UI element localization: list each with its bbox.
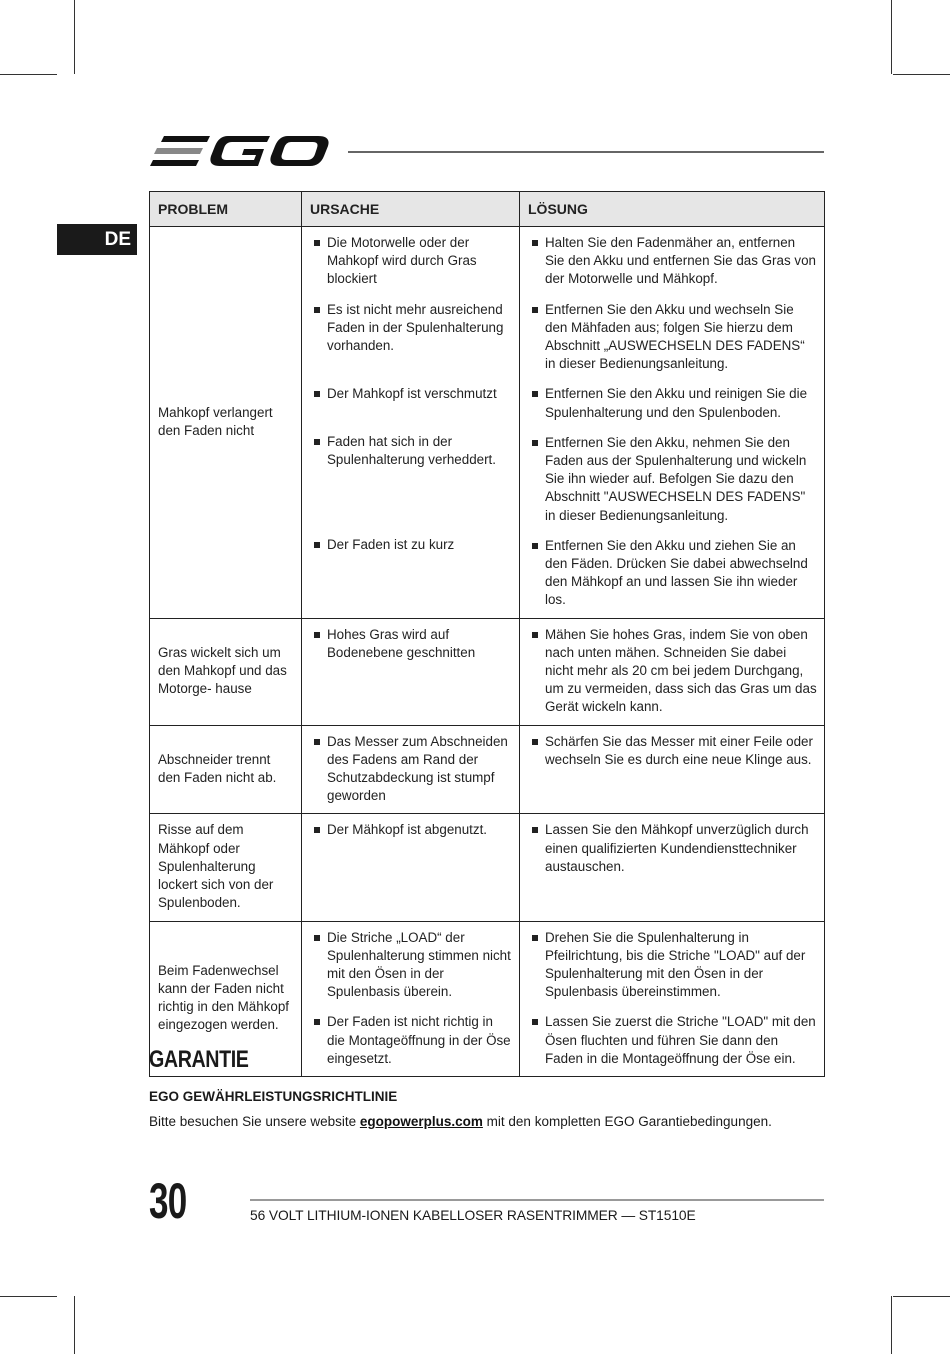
crop-mark	[893, 74, 950, 75]
page-number: 30	[149, 1173, 187, 1229]
solution-item: Lassen Sie den Mähkopf unverzüglich durch einen qualifizierten Kundendiensttechniker austauschen.	[528, 821, 818, 876]
solution-item: Mähen Sie hohes Gras, indem Sie von oben nach unten mähen. Schneiden Sie dabei nicht mehr als 20 cm bei jedem Durchgang, um zu vermeiden, dass sich das Gras um das Gerät wickeln kann.	[528, 626, 818, 717]
cause-cell	[302, 814, 520, 921]
solution-cell	[520, 814, 825, 921]
crop-mark	[891, 1296, 892, 1354]
warranty-website-link[interactable]: egopowerplus.com	[359, 1114, 483, 1129]
table-row	[150, 227, 825, 619]
cause-item: Der Faden ist zu kurz	[310, 536, 513, 554]
cause-item: Es ist nicht mehr ausreichend Faden in der Spulenhalterung vorhanden.	[310, 301, 513, 373]
warranty-text	[149, 1114, 772, 1129]
cause-cell	[302, 618, 520, 725]
warranty-title: GARANTIE	[149, 1046, 249, 1073]
language-tab: DE	[57, 224, 137, 255]
table-row	[150, 921, 825, 1076]
cause-cell	[302, 227, 520, 619]
cause-item: Der Mähkopf ist abgenutzt.	[310, 821, 513, 839]
crop-mark	[74, 0, 75, 74]
solution-cell	[520, 618, 825, 725]
solution-item: Entfernen Sie den Akku, nehmen Sie den Faden aus der Spulenhalterung und wickeln Sie ihn wieder auf. Befolgen Sie dazu den Abschnitt "AUSWECHSELN DES FADENS" in dieser Bedienungsanleitung.	[528, 434, 818, 525]
warranty-text-after: mit den kompletten EGO Garantiebedingungen.	[482, 1114, 772, 1129]
problem-cell: Mahkopf verlangert den Faden nicht	[150, 227, 302, 619]
solution-cell	[520, 921, 825, 1076]
solution-item: Lassen Sie zuerst die Striche "LOAD" mit den Ösen fluchten und führen Sie dann den Faden in die Montageöffnung der Öse ein.	[528, 1013, 818, 1068]
column-header-solution: LÖSUNG	[520, 192, 825, 227]
crop-mark	[0, 1296, 57, 1297]
column-header-cause: URSACHE	[302, 192, 520, 227]
crop-mark	[893, 1296, 950, 1297]
solution-item: Entfernen Sie den Akku und ziehen Sie an den Fäden. Drücken Sie dabei abwechselnd den Mähkopf an und lassen Sie ihn wieder los.	[528, 537, 818, 610]
footer-rule	[250, 1199, 824, 1201]
crop-mark	[0, 74, 57, 75]
table-row	[150, 814, 825, 921]
table-header-row	[150, 192, 825, 227]
solution-cell	[520, 227, 825, 619]
problem-cell: Gras wickelt sich um den Mahkopf und das Motorge- hause	[150, 618, 302, 725]
problem-cell: Abschneider trennt den Faden nicht ab.	[150, 725, 302, 814]
warranty-text-before: Bitte besuchen Sie unsere website	[149, 1114, 360, 1129]
cause-item: Die Motorwelle oder der Mahkopf wird durch Gras blockiert	[310, 234, 513, 289]
solution-item: Schärfen Sie das Messer mit einer Feile oder wechseln Sie es durch eine neue Klinge aus.	[528, 733, 818, 769]
table-row	[150, 725, 825, 814]
solution-item: Halten Sie den Fadenmäher an, entfernen Sie den Akku und entfernen Sie das Gras von der Motorwelle und Mähkopf.	[528, 234, 818, 289]
crop-mark	[74, 1296, 75, 1354]
crop-mark	[891, 0, 892, 74]
problem-cell: Risse auf dem Mähkopf oder Spulenhalterung lockert sich von der Spulenboden.	[150, 814, 302, 921]
table-row	[150, 618, 825, 725]
solution-item: Entfernen Sie den Akku und wechseln Sie den Mähfaden aus; folgen Sie hierzu dem Abschnitt „AUSWECHSELN DES FADENS“ in dieser Bedienungsanleitung.	[528, 301, 818, 374]
cause-item: Die Striche „LOAD“ der Spulenhalterung stimmen nicht mit den Ösen in der Spulenbasis überein.	[310, 929, 513, 1002]
footer-title: 56 VOLT LITHIUM-IONEN KABELLOSER RASENTRIMMER — ST1510E	[250, 1208, 696, 1223]
column-header-problem: PROBLEM	[150, 192, 302, 227]
cause-item: Hohes Gras wird auf Bodenebene geschnitten	[310, 626, 513, 662]
cause-item: Der Faden ist nicht richtig in die Montageöffnung in der Öse eingesetzt.	[310, 1013, 513, 1068]
cause-cell	[302, 725, 520, 814]
cause-cell	[302, 921, 520, 1076]
header-rule	[348, 151, 824, 153]
solution-item: Drehen Sie die Spulenhalterung in Pfeilrichtung, bis die Striche "LOAD" auf der Spulenhalterung mit den Ösen in der Spulenbasis übereinstimmen.	[528, 929, 818, 1002]
cause-item: Das Messer zum Abschneiden des Fadens am Rand der Schutzabdeckung ist stumpf geworden	[310, 733, 513, 806]
cause-item: Faden hat sich in der Spulenhalterung verheddert.	[310, 433, 513, 524]
problem-cell: Beim Fadenwechsel kann der Faden nicht richtig in den Mähkopf eingezogen werden.	[150, 921, 302, 1076]
solution-cell	[520, 725, 825, 814]
cause-item: Der Mahkopf ist verschmutzt	[310, 385, 513, 421]
warranty-subtitle: EGO GEWÄHRLEISTUNGSRICHTLINIE	[149, 1089, 398, 1104]
ego-logo	[150, 132, 330, 170]
solution-item: Entfernen Sie den Akku und reinigen Sie die Spulenhalterung und den Spulenboden.	[528, 385, 818, 421]
troubleshooting-table	[149, 191, 825, 1077]
